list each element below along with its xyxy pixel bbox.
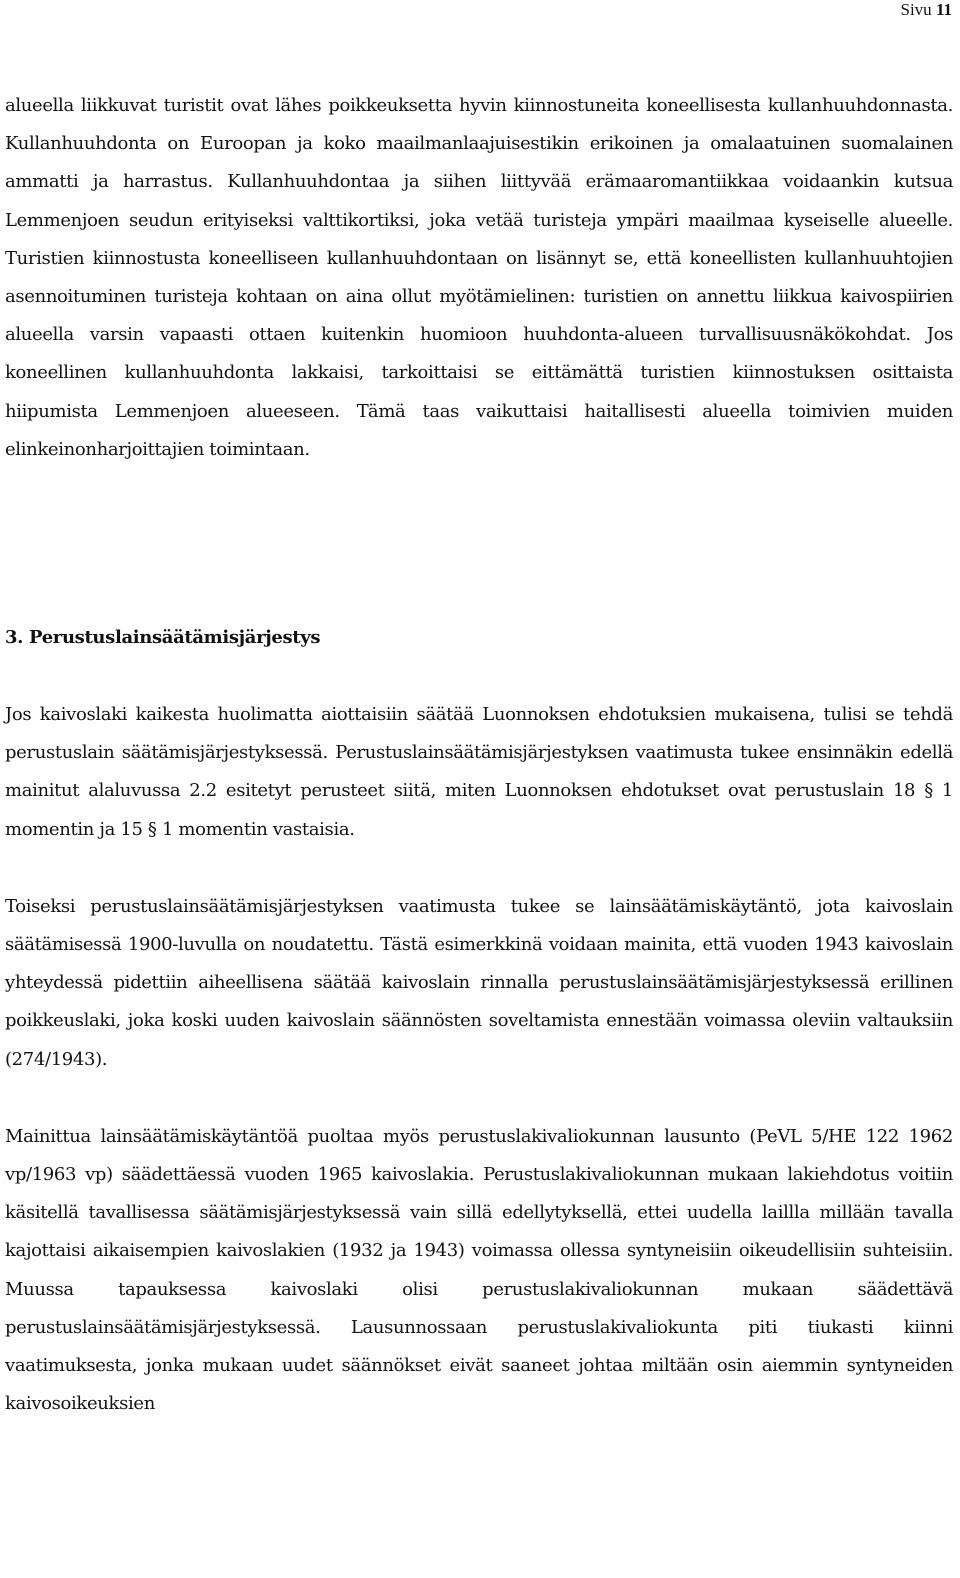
page-header [901,0,953,20]
paragraph-tourism: alueella liikkuvat turistit ovat lähes poikkeuksetta hyvin kiinnostuneita koneellisesta kullanhuuhdonnasta. Kullanhuuhdonta on Euroopan ja koko maailmanlaajuisestikin erikoinen ja omalaatuinen suomalainen ammatti ja harrastus. Kullanhuuhdontaa ja siihen liittyvää erämaaromantiikkaa voidaankin kutsua Lemmenjoen seudun erityiseksi valttikortiksi, joka vetää turisteja ympäri maailmaa kyseiselle alueelle. Turistien kiinnostusta koneelliseen kullanhuuhdontaan on lisännyt se, että koneellisten kullanhuuhtojien asennoituminen turisteja kohtaan on aina ollut myötämielinen: turistien on annettu liikkua kaivospiirien alueella varsin vapaasti ottaen kuitenkin huomioon huuhdonta-alueen turvallisuusnäkökohdat. Jos koneellinen kullanhuuhdonta lakkaisi, tarkoittaisi se eittämättä turistien kiinnostuksen osittaista hiipumista Lemmenjoen alueeseen. Tämä taas vaikuttaisi haitallisesti alueella toimivien muiden elinkeinonharjoittajien toimintaan. [5,95,953,460]
paragraph-legislative-practice: Toiseksi perustuslainsäätämisjärjestyksen vaatimusta tukee se lainsäätämiskäytäntö, jota kaivoslain säätämisessä 1900-luvulla on noudatettu. Tästä esimerkkinä voidaan mainita, että vuoden 1943 kaivoslain yhteydessä pidettiin aiheellisena säätää kaivoslain rinnalla perustuslainsäätämisjärjestyksessä erillinen poikkeuslaki, joka koski uuden kaivoslain säännösten soveltamista ennestään voimassa oleviin valtauksiin (274/1943). [5,895,953,1070]
page-label: Sivu [900,0,932,19]
paragraph-constitutional-requirement: Jos kaivoslaki kaikesta huolimatta aiottaisiin säätää Luonnoksen ehdotuksien mukaisena, tulisi se tehdä perustuslain säätämisjärjestyksessä. Perustuslainsäätämisjärjestyksen vaatimusta tukee ensinnäkin edellä mainitut alaluvussa 2.2 esitetyt perusteet siitä, miten Luonnoksen ehdotukset ovat perustuslain 18 § 1 momentin ja 15 § 1 momentin vastaisia. [5,704,953,840]
section-heading: 3. Perustuslainsäätämisjärjestys [5,627,321,649]
page-number: 11 [935,0,952,19]
document-body [5,87,953,1423]
paragraph-committee-statement: Mainittua lainsäätämiskäytäntöä puoltaa myös perustuslakivaliokunnan lausunto (PeVL 5/HE 122 1962 vp/1963 vp) säädettäessä vuoden 1965 kaivoslakia. Perustuslakivaliokunnan mukaan lakiehdotus voitiin käsitellä tavallisessa säätämisjärjestyksessä vain sillä edellytyksellä, ettei uudella laillla millään tavalla kajottaisi aikaisempien kaivoslakien (1932 ja 1943) voimassa ollessa syntyneisiin oikeudellisiin suhteisiin. Muussa tapauksessa kaivoslaki olisi perustuslakivaliokunnan mukaan säädettävä perustuslainsäätämisjärjestyksessä. Lausunnossaan perustuslakivaliokunta piti tiukasti kiinni vaatimuksesta, jonka mukaan uudet säännökset eivät saaneet johtaa miltään osin aiemmin syntyneiden kaivosoikeuksien [5,1125,953,1415]
